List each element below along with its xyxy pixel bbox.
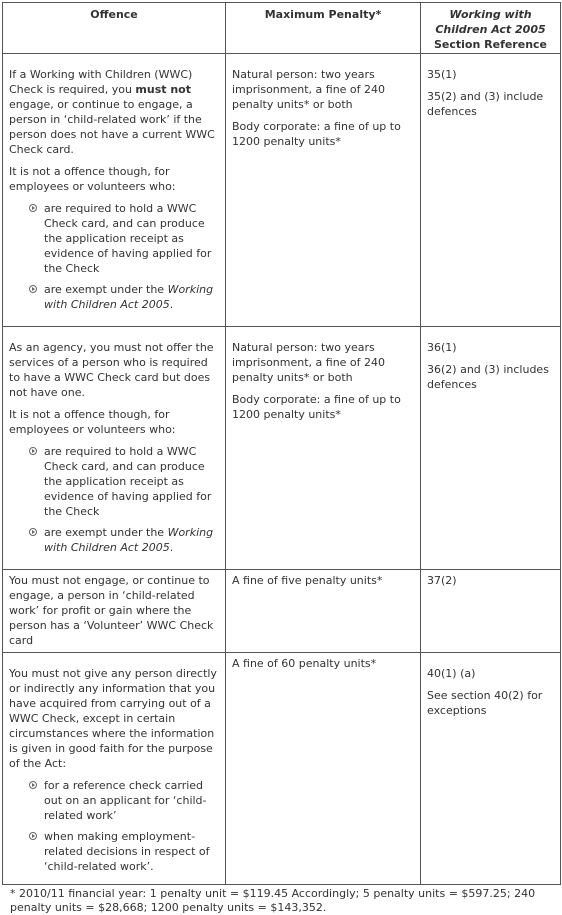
offence-cell — [3, 327, 226, 570]
reference-cell — [421, 327, 561, 570]
header-reference-line2: Children Act 2005 — [435, 23, 546, 36]
table-row — [3, 570, 561, 653]
table-row — [3, 54, 561, 327]
arrow-bullet-icon — [29, 447, 37, 455]
emphasis-text: must not — [135, 83, 191, 96]
offence-text: You must not give any person directly or indirectly any information that you have acquired from carrying out of a WWC Check, except in certain circumstances where the information is given in good faith for the purpose of the Act: — [9, 667, 217, 770]
header-penalty: Maximum Penalty* — [226, 3, 421, 54]
section-note: 35(2) and (3) include defences — [427, 90, 544, 118]
header-offence: Offence — [3, 3, 226, 54]
arrow-bullet-icon — [29, 285, 37, 293]
act-title: Working with Children Act 2005 — [44, 526, 214, 554]
penalty-cell — [226, 570, 421, 653]
penalty-corporate: Body corporate: a fine of up to 1200 penalty units* — [232, 120, 401, 148]
offence-cell — [3, 653, 226, 885]
header-reference-line1: Working with — [449, 8, 532, 21]
reference-cell — [421, 653, 561, 885]
table-row — [3, 327, 561, 570]
exception-list — [9, 201, 221, 312]
offence-cell — [3, 570, 226, 653]
penalty-natural: Natural person: two years imprisonment, a fine of 240 penalty units* or both — [232, 341, 386, 384]
arrow-bullet-icon — [29, 832, 37, 840]
act-title: Working with Children Act 2005 — [44, 283, 214, 311]
list-item: are required to hold a WWC Check card, and can produce the application receipt as evidence of having applied for the Check — [29, 201, 221, 276]
section-note: 36(2) and (3) includes defences — [427, 363, 549, 391]
arrow-bullet-icon — [29, 528, 37, 536]
header-row — [3, 3, 561, 54]
penalty-cell — [226, 327, 421, 570]
penalty-text: A fine of five penalty units* — [232, 574, 383, 587]
table-row — [3, 653, 561, 885]
reference-cell — [421, 54, 561, 327]
list-item: when making employment-related decisions in respect of ‘child-related work’. — [29, 829, 221, 874]
penalty-corporate: Body corporate: a fine of up to 1200 penalty units* — [232, 393, 401, 421]
penalty-cell — [226, 653, 421, 885]
penalty-natural: Natural person: two years imprisonment, a fine of 240 penalty units* or both — [232, 68, 386, 111]
list-item: for a reference check carried out on an applicant for ‘child-related work’ — [29, 778, 221, 823]
offences-table — [2, 2, 561, 885]
exception-note: It is not a offence though, for employees or volunteers who: — [9, 408, 176, 436]
arrow-bullet-icon — [29, 204, 37, 212]
penalty-text: A fine of 60 penalty units* — [232, 657, 377, 670]
section-ref: 36(1) — [427, 341, 457, 354]
header-reference — [421, 3, 561, 54]
penalty-cell — [226, 54, 421, 327]
header-reference-line3: Section Reference — [433, 38, 548, 51]
offence-text: If a Working with Children (WWC) Check is required, you must not engage, or continue to engage, a person in ‘child-related work’ if the person does not have a current WWC Check card. — [9, 68, 215, 156]
offence-text: You must not engage, or continue to engage, a person in ‘child-related work’ for profit or gain where the person has a ‘Volunteer’ WWC Check card — [9, 574, 214, 647]
reference-cell — [421, 570, 561, 653]
arrow-bullet-icon — [29, 781, 37, 789]
section-ref: 37(2) — [427, 574, 457, 587]
section-ref: 40(1) (a) — [427, 667, 476, 680]
offence-text: As an agency, you must not offer the services of a person who is required to have a WWC Check card but does not have one. — [9, 341, 214, 399]
section-note: See section 40(2) for exceptions — [427, 689, 543, 717]
section-ref: 35(1) — [427, 68, 457, 81]
offence-cell — [3, 54, 226, 327]
list-item: are exempt under the Working with Children Act 2005. — [29, 525, 221, 555]
list-item: are required to hold a WWC Check card, and can produce the application receipt as evidence of having applied for the Check — [29, 444, 221, 519]
list-item: are exempt under the Working with Children Act 2005. — [29, 282, 221, 312]
exception-list — [9, 778, 221, 874]
exception-list — [9, 444, 221, 555]
exception-note: It is not a offence though, for employees or volunteers who: — [9, 165, 176, 193]
footnote: * 2010/11 financial year: 1 penalty unit = $119.45 Accordingly; 5 penalty units = $597.25; 240 penalty units = $28,668; 1200 penalty units = $143,352. — [10, 887, 536, 914]
